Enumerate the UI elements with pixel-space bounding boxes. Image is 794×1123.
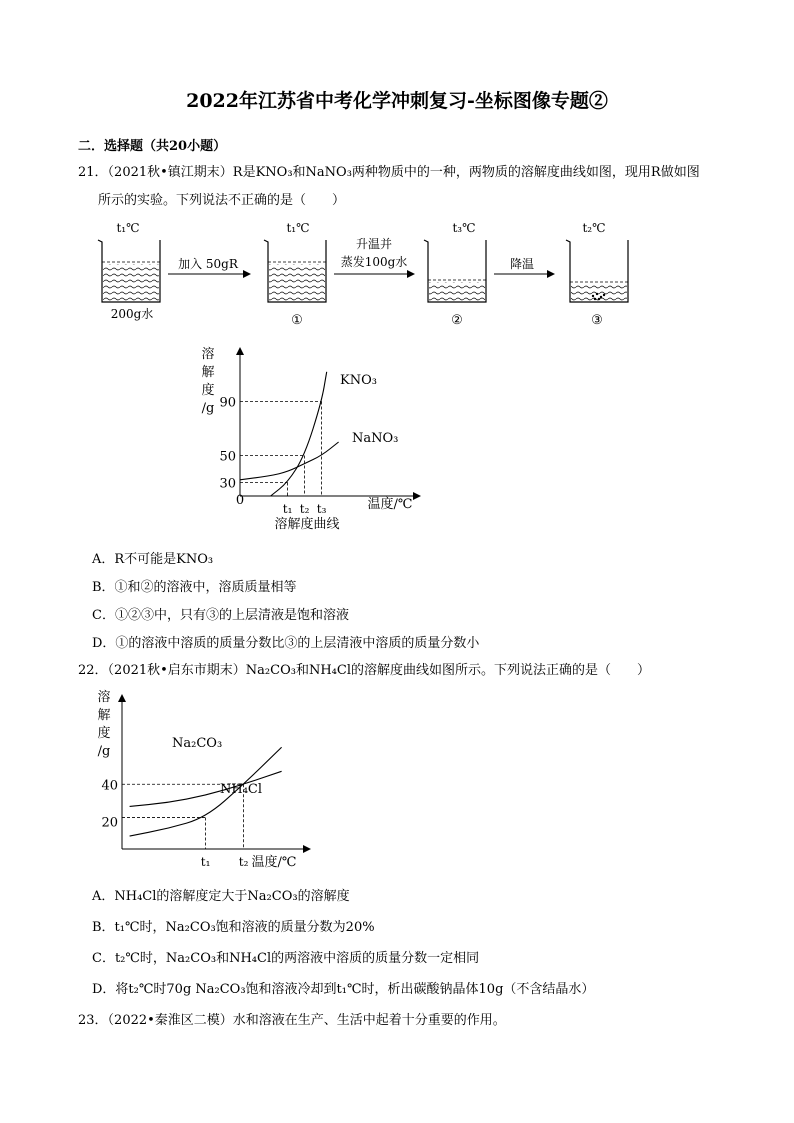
q22-option-d: D．将t₂℃时70g Na₂CO₃饱和溶液冷却到t₁℃时，析出碳酸钠晶体10g（不含结晶水） xyxy=(92,982,595,997)
beaker-1-temp: t₁℃ xyxy=(286,221,310,235)
c2-ylabel-char-3: /g xyxy=(97,744,111,759)
q22-stem: 22．（2021秋•启东市期末）Na₂CO₃和NH₄Cl的溶解度曲线如图所示。下列说法正确的是（ ） xyxy=(78,663,650,678)
q21-option-b: B．①和②的溶液中，溶质质量相等 xyxy=(92,580,297,595)
q21-stem-line1: 21．（2021秋•镇江期末）R是KNO₃和NaNO₃两种物质中的一种，两物质的溶解度曲线如图，现用R做如图 xyxy=(78,165,700,180)
beaker-0-label: 200g水 xyxy=(110,307,154,321)
beaker-2-number: ② xyxy=(451,313,463,328)
c2-series-label-1: NH₄Cl xyxy=(220,782,263,797)
c1-ylabel-char-3: /g xyxy=(201,401,215,416)
beaker-0 xyxy=(98,221,160,321)
arrow-1-label: 加入 50gR xyxy=(178,257,238,271)
chart2-ylabel xyxy=(97,689,110,759)
c1-xtick-1: t₁ xyxy=(282,502,293,516)
c2-ylabel-char-0: 溶 xyxy=(97,690,111,705)
beaker-1-number: ① xyxy=(291,313,303,328)
c2-ylabel-char-1: 解 xyxy=(97,708,111,723)
q21-option-c: C．①②③中，只有③的上层清液是饱和溶液 xyxy=(92,608,349,623)
page-title: 2022年江苏省中考化学冲刺复习-坐标图像专题② xyxy=(186,90,608,112)
c1-series-label-0: KNO₃ xyxy=(340,373,377,388)
beaker-3-temp: t₂℃ xyxy=(582,221,606,235)
c1-ytick-90: 90 xyxy=(219,395,236,411)
c1-ylabel-char-0: 溶 xyxy=(201,347,215,362)
q21-option-a: A．R不可能是KNO₃ xyxy=(92,552,214,567)
q22-option-a: A．NH₄Cl的溶解度定大于Na₂CO₃的溶解度 xyxy=(92,889,350,904)
beaker-3-number: ③ xyxy=(591,313,603,328)
c2-xtick-2: t₂ xyxy=(238,855,249,869)
c2-series-label-0: Na₂CO₃ xyxy=(172,736,223,751)
q23-stem: 23．（2022•秦淮区二模）水和溶液在生产、生活中起着十分重要的作用。 xyxy=(78,1013,506,1028)
c1-series-label-1: NaNO₃ xyxy=(352,431,399,446)
c1-ytick-30: 30 xyxy=(219,476,236,492)
c1-ytick-50: 50 xyxy=(219,449,236,465)
chart2-xlabel: 温度/℃ xyxy=(251,855,297,870)
q22-option-b: B．t₁℃时，Na₂CO₃饱和溶液的质量分数为20% xyxy=(92,920,375,935)
c2-xtick-1: t₁ xyxy=(200,855,211,869)
beaker-0-temp: t₁℃ xyxy=(116,221,140,235)
c1-xtick-2: t₂ xyxy=(299,502,310,516)
q21-beaker-diagram xyxy=(80,212,640,337)
arrow-2-label-line1: 升温并 xyxy=(355,237,393,251)
section-heading: 二．选择题（共20小题） xyxy=(78,139,227,154)
q21-stem-line2: 所示的实验。下列说法不正确的是（ ） xyxy=(98,193,346,208)
c1-ylabel-char-1: 解 xyxy=(201,365,215,380)
c1-series-line-1 xyxy=(240,442,339,480)
c2-ylabel-char-2: 度 xyxy=(97,726,111,741)
q22-option-c: C．t₂℃时，Na₂CO₃和NH₄Cl的两溶液中溶质的质量分数一定相同 xyxy=(92,951,480,966)
c2-ytick-20: 20 xyxy=(101,815,118,831)
q22-solubility-chart xyxy=(90,685,320,875)
chart1-title: 溶解度曲线 xyxy=(274,517,340,532)
chart1-origin: 0 xyxy=(235,493,245,508)
chart1-ylabel xyxy=(201,346,214,416)
beaker-2 xyxy=(424,221,486,328)
q21-solubility-chart xyxy=(190,338,440,538)
beaker-3 xyxy=(566,221,628,328)
chart1-xlabel: 温度/℃ xyxy=(367,497,413,512)
arrow-3-label: 降温 xyxy=(509,257,535,271)
c2-ytick-40: 40 xyxy=(101,778,118,794)
beaker-2-temp: t₃℃ xyxy=(452,221,476,235)
c1-ylabel-char-2: 度 xyxy=(201,383,215,398)
c1-series-line-0 xyxy=(271,372,327,496)
beaker-1 xyxy=(264,221,326,328)
q21-option-d: D．①的溶液中溶质的质量分数比③的上层清液中溶质的质量分数小 xyxy=(92,636,480,651)
c1-xtick-3: t₃ xyxy=(316,502,327,516)
arrow-2-label-line2: 蒸发100g水 xyxy=(340,255,408,269)
